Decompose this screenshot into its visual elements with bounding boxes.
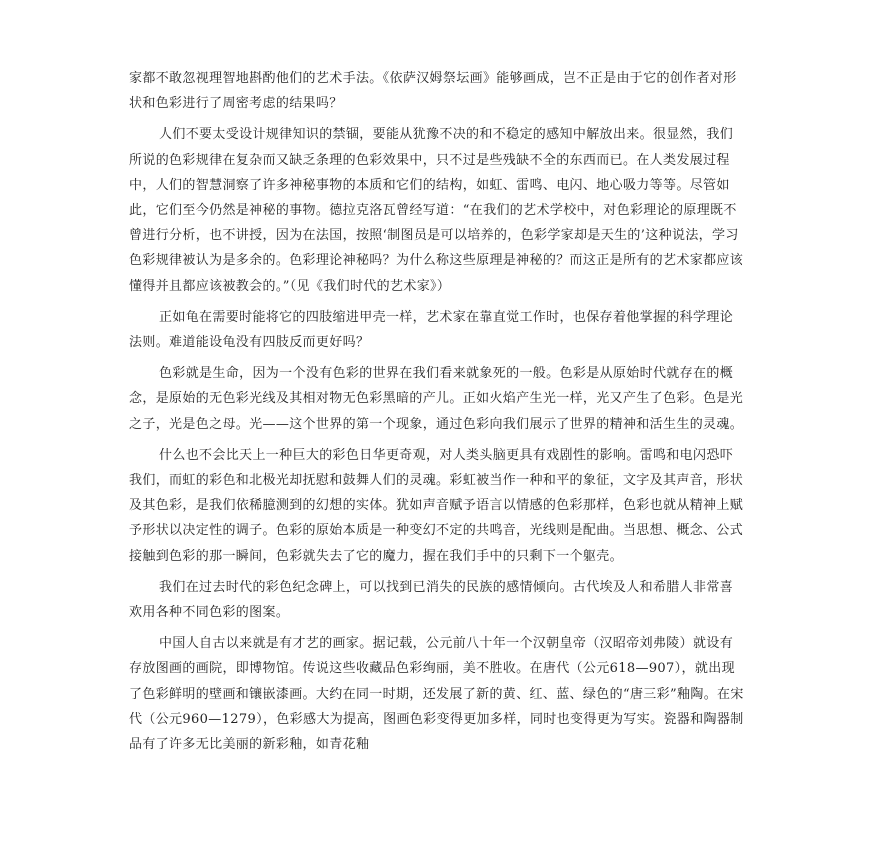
paragraph-6: 我们在过去时代的彩色纪念碑上，可以找到已消失的民族的感情倾向。古代埃及人和希腊人非常喜欢用各种不同色彩的图案。 bbox=[129, 579, 734, 621]
paragraph-3: 正如龟在需要时能将它的四肢缩进甲壳一样，艺术家在靠直觉工作时，也保存着他掌握的科学理论法则。难道能设龟没有四肢反而更好吗？ bbox=[129, 309, 734, 351]
paragraph-7: 中国人自古以来就是有才艺的画家。据记载，公元前八十年一个汉朝皇帝（汉昭帝刘弗陵）就设有存放图画的画院，即博物馆。传说这些收藏品色彩绚丽，美不胜收。在唐代（公元618—907），就出现了色彩鲜明的壁画和镶嵌漆画。大约在同一时期，还发展了新的黄、红、蓝、绿色的“唐三彩”釉陶。在宋代（公元960—1279），色彩感大为提高，图画色彩变得更加多样，同时也变得更为写实。瓷器和陶器制品有了许多无比美丽的新彩釉，如青花釉 bbox=[129, 636, 744, 753]
paragraph-4: 色彩就是生命，因为一个没有色彩的世界在我们看来就象死的一般。色彩是从原始时代就存在的概念，是原始的无色彩光线及其相对物无色彩黑暗的产儿。正如火焰产生光一样，光又产生了色彩。色是光之子，光是色之母。光——这个世界的第一个现象，通过色彩向我们展示了世界的精神和活生生的灵魂。 bbox=[129, 366, 744, 432]
paragraph-1: 家都不敢忽视理智地斟酌他们的艺术手法。《依萨汉姆祭坛画》能够画成，岂不正是由于它的创作者对形状和色彩进行了周密考虑的结果吗？ bbox=[129, 71, 737, 112]
body-text bbox=[129, 66, 744, 757]
paragraph-5: 什么也不会比天上一种巨大的彩色日华更奇观，对人类头脑更具有戏剧性的影响。雷鸣和电闪恐吓我们，而虹的彩色和北极光却抚慰和鼓舞人们的灵魂。彩虹被当作一种和平的象征，文字及其声音，形状及其色彩，是我们依稀臆测到的幻想的实体。犹如声音赋予语言以情感的色彩那样，色彩也就从精神上赋予形状以决定性的调子。色彩的原始本质是一种变幻不定的共鸣音，光线则是配曲。当思想、概念、公式接触到色彩的那一瞬间，色彩就失去了它的魔力，握在我们手中的只剩下一个躯壳。 bbox=[129, 447, 744, 564]
paragraph-2: 人们不要太受设计规律知识的禁锢，要能从犹豫不决的和不稳定的感知中解放出来。很显然，我们所说的色彩规律在复杂而又缺乏条理的色彩效果中，只不过是些残缺不全的东西而已。在人类发展过程中，人们的智慧洞察了许多神秘事物的本质和它们的结构，如虹、雷鸣、电闪、地心吸力等等。尽管如此，它们至今仍然是神秘的事物。德拉克洛瓦曾经写道：“在我们的艺术学校中，对色彩理论的原理既不曾进行分析，也不讲授，因为在法国，按照‘制图员是可以培养的，色彩学家却是天生的’这种说法，学习色彩规律被认为是多余的。色彩理论神秘吗？为什么称这些原理是神秘的？而这正是所有的艺术家都应该懂得并且都应该被教会的。”（见《我们时代的艺术家》） bbox=[129, 127, 744, 294]
